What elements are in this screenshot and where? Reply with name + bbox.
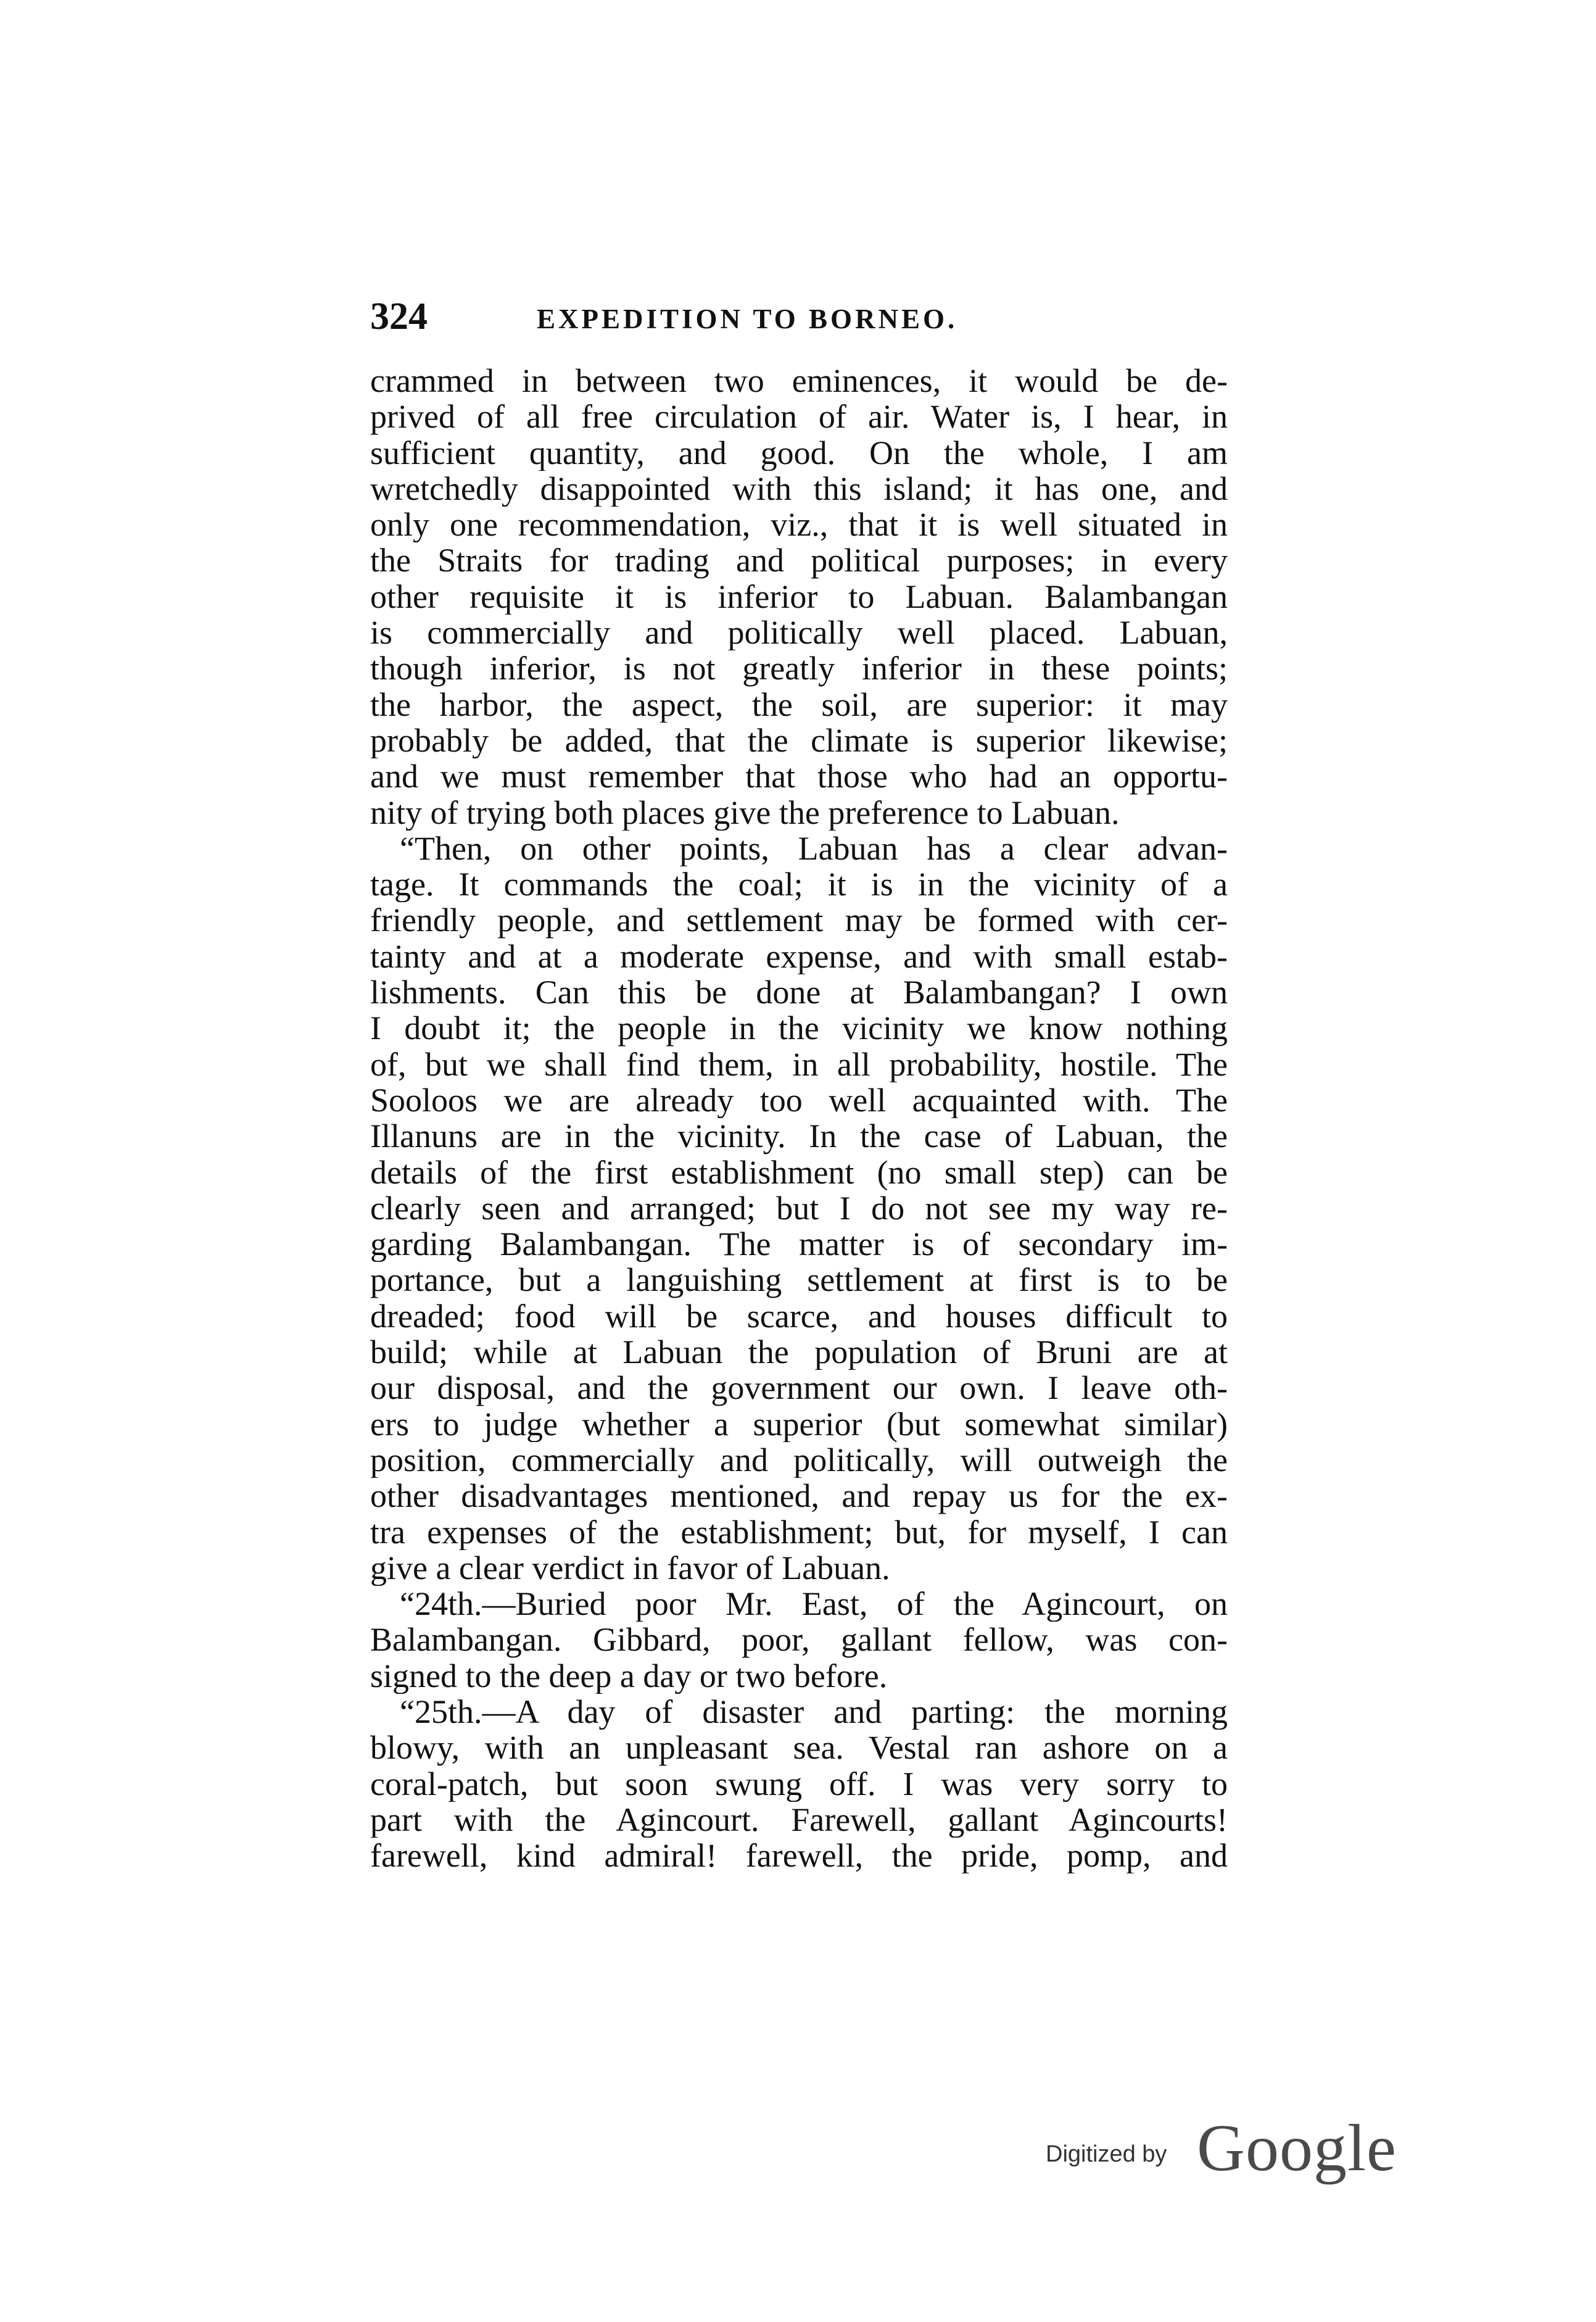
text-line: friendly people, and settlement may be formed with cer- (370, 902, 1228, 939)
text-line: farewell, kind admiral! farewell, the pride, pomp, and (370, 1838, 1228, 1874)
body-text (370, 363, 1228, 1873)
page-number: 324 (370, 296, 428, 338)
digitized-by-watermark (1046, 2110, 1397, 2185)
text-line: lishments. Can this be done at Balambangan? I own (370, 974, 1228, 1011)
text-line: Balambangan. Gibbard, poor, gallant fellow, was con- (370, 1622, 1228, 1658)
text-line: Illanuns are in the vicinity. In the case of Labuan, the (370, 1118, 1228, 1155)
text-line: details of the first establishment (no small step) can be (370, 1154, 1228, 1190)
text-line: part with the Agincourt. Farewell, gallant Agincourts! (370, 1801, 1228, 1838)
text-line: garding Balambangan. The matter is of secondary im- (370, 1226, 1228, 1263)
text-line: tage. It commands the coal; it is in the vicinity of a (370, 866, 1228, 903)
running-title: EXPEDITION TO BORNEO. (537, 304, 958, 334)
text-line: position, commercially and politically, will outweigh the (370, 1441, 1228, 1478)
text-line: build; while at Labuan the population of Bruni are at (370, 1334, 1228, 1370)
text-line: sufficient quantity, and good. On the whole, I am (370, 434, 1228, 471)
text-line: other requisite it is inferior to Labuan. Balambangan (370, 578, 1228, 615)
text-line: give a clear verdict in favor of Labuan. (370, 1549, 890, 1586)
text-line: signed to the deep a day or two before. (370, 1657, 888, 1694)
text-line: crammed in between two eminences, it would be de- (370, 363, 1228, 399)
text-line: our disposal, and the government our own. I leave oth- (370, 1370, 1228, 1406)
text-line: I doubt it; the people in the vicinity we know nothing (370, 1010, 1228, 1047)
text-line: and we must remember that those who had an opportu- (370, 758, 1228, 795)
text-line: prived of all free circulation of air. Water is, I hear, in (370, 399, 1228, 435)
text-line: dreaded; food will be scarce, and houses difficult to (370, 1298, 1228, 1335)
text-line: coral-patch, but soon swung off. I was very sorry to (370, 1765, 1228, 1802)
text-line: wretchedly disappointed with this island; it has one, and (370, 470, 1228, 507)
text-line: Sooloos we are already too well acquainted with. The (370, 1082, 1228, 1119)
google-logo: Google (1197, 2112, 1397, 2185)
text-line: only one recommendation, viz., that it is well situated in (370, 507, 1228, 543)
text-line: though inferior, is not greatly inferior in these points; (370, 650, 1228, 687)
text-line: of, but we shall find them, in all probability, hostile. The (370, 1046, 1228, 1082)
text-line: ers to judge whether a superior (but somewhat similar) (370, 1406, 1228, 1442)
text-line: other disadvantages mentioned, and repay us for the ex- (370, 1478, 1228, 1514)
text-line: probably be added, that the climate is superior likewise; (370, 722, 1228, 759)
text-line: tainty and at a moderate expense, and with small estab- (370, 938, 1228, 975)
text-line: tra expenses of the establishment; but, for myself, I can (370, 1514, 1228, 1550)
text-line: is commercially and politically well placed. Labuan, (370, 615, 1228, 651)
text-line: “24th.—Buried poor Mr. East, of the Agincourt, on (400, 1586, 1228, 1622)
text-line: portance, but a languishing settlement at first is to be (370, 1262, 1228, 1298)
digitized-by-label: Digitized by (1046, 2141, 1167, 2167)
text-line: the Straits for trading and political purposes; in every (370, 542, 1228, 579)
running-head (370, 295, 1228, 338)
text-line: “25th.—A day of disaster and parting: the morning (400, 1693, 1228, 1730)
text-line: “Then, on other points, Labuan has a clear advan- (400, 830, 1228, 867)
text-line: blowy, with an unpleasant sea. Vestal ran ashore on a (370, 1730, 1228, 1766)
text-line: nity of trying both places give the preference to Labuan. (370, 794, 1120, 831)
text-line: the harbor, the aspect, the soil, are superior: it may (370, 686, 1228, 723)
text-line: clearly seen and arranged; but I do not see my way re- (370, 1190, 1228, 1227)
